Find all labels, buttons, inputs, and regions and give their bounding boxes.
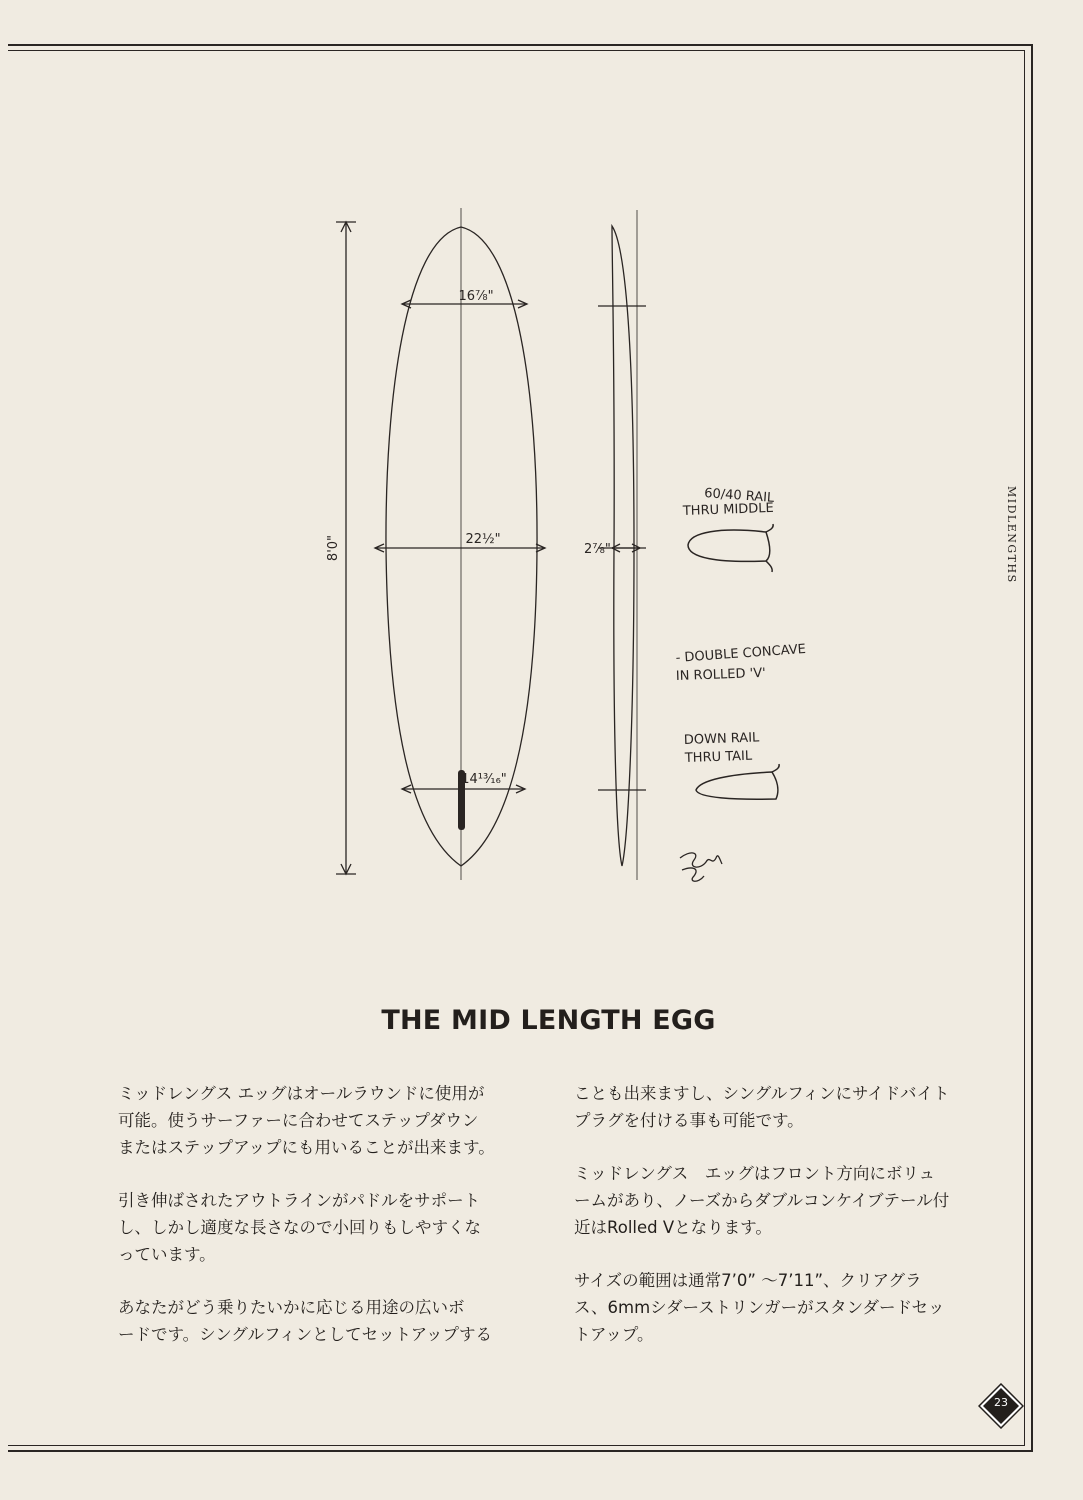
rail-profile-middle [688, 530, 770, 561]
page-title: THE MID LENGTH EGG [381, 1005, 716, 1036]
rail-tail-note-line2: THRU TAIL [684, 748, 753, 766]
body-column-left [118, 1080, 558, 1374]
body-column-right [574, 1080, 994, 1374]
designer-signature [680, 853, 722, 881]
paragraph: ミッドレングス エッグはオールラウンドに使用が 可能。使うサーファーに合わせてステップダウン またはステップアップにも用いることが出来ます。 [118, 1084, 495, 1157]
rail-profile-tail [696, 772, 778, 799]
paragraph: あなたがどう乗りたいかに応じる用途の広いボ ードです。シングルフィンとしてセットアップする [118, 1298, 492, 1344]
length-label: 8'0" [326, 534, 341, 562]
nose-width-label: 16⅞" [458, 289, 494, 304]
thickness-label: 2⅞" [584, 542, 611, 557]
tail-width-label: 14¹³⁄₁₆" [461, 772, 507, 787]
section-side-label: MIDLENGTHS [1005, 486, 1018, 584]
concave-note-line2: IN ROLLED 'V' [675, 665, 766, 684]
paragraph: ことも出来ますし、シングルフィンにサイドバイト プラグを付ける事も可能です。 [574, 1084, 950, 1130]
rail-tail-note-line1: DOWN RAIL [683, 730, 760, 748]
paragraph: サイズの範囲は通常7’0” 〜7’11”、クリアグラ ス、6mmシダーストリンガーがスタンダードセッ トアップ。 [574, 1271, 945, 1344]
center-width-label: 22½" [465, 532, 501, 547]
concave-note-line1: - DOUBLE CONCAVE [675, 641, 807, 666]
page-number: 23 [994, 1396, 1008, 1409]
rail-middle-note-line1: 60/40 RAIL [703, 486, 775, 506]
paragraph: 引き伸ばされたアウトラインがパドルをサポート し、しかし適度な長さなので小回りもしやすくな っています。 [118, 1191, 481, 1264]
rail-middle-note-line2: THRU MIDDLE [682, 500, 775, 519]
paragraph: ミッドレングス エッグはフロント方向にボリュ ームがあり、ノーズからダブルコンケイブテール付 近はRolled Vとなります。 [574, 1164, 950, 1237]
